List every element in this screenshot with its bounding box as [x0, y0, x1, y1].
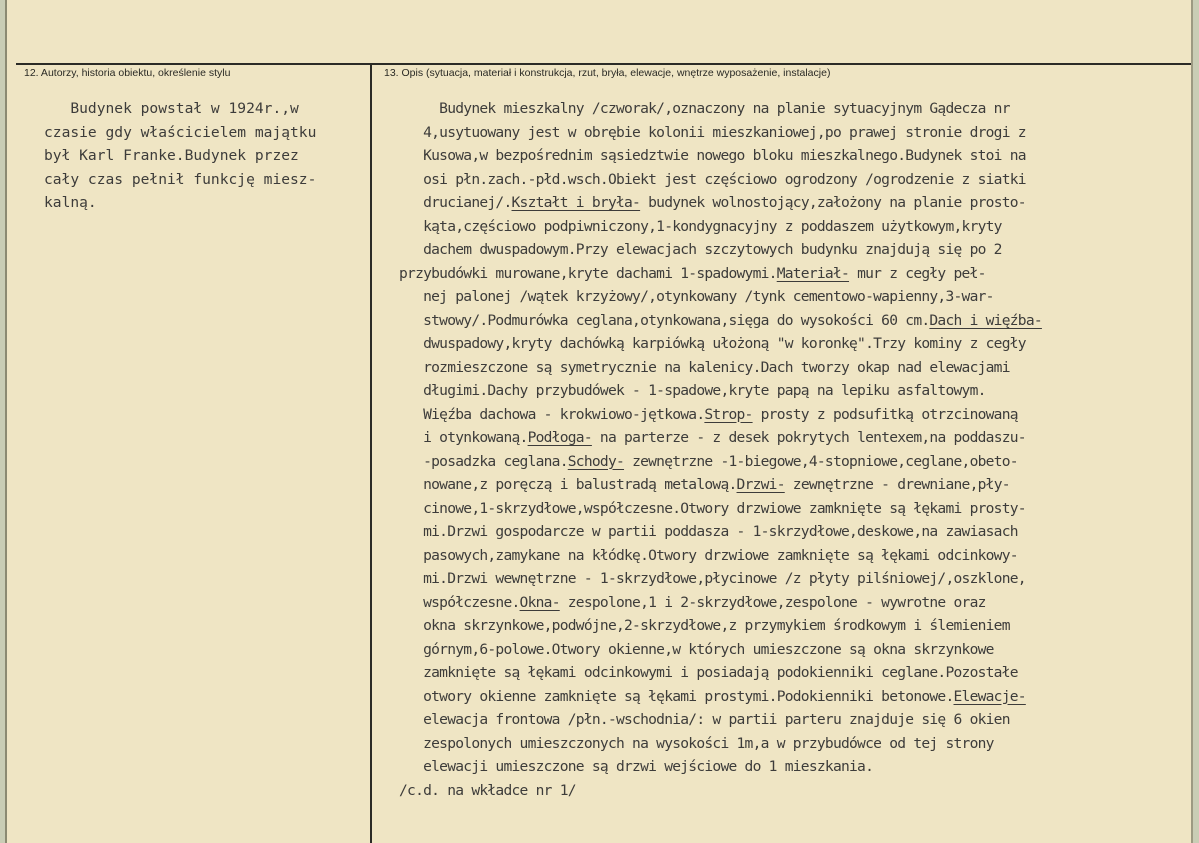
- top-rule: [16, 63, 1191, 65]
- text-line: [399, 708, 1042, 732]
- text-line: [399, 262, 1042, 286]
- text-line: [399, 97, 1042, 121]
- text-run: zewnętrzne - drewniane,pły-: [784, 476, 1010, 493]
- text-run: współczesne.: [399, 593, 520, 611]
- text-run: zewnętrzne -1-biegowe,4-stopniowe,ceglane,obeto-: [624, 452, 1018, 470]
- text-line: [399, 379, 1042, 403]
- text-line: [399, 473, 1042, 497]
- text-run: mi.Drzwi gospodarcze w partii poddasza - 1-skrzydłowe,deskowe,na zawiasach: [399, 523, 1018, 540]
- underlined-heading: Kształt i bryła-: [511, 194, 641, 211]
- text-line: [399, 356, 1042, 380]
- text-run: mur z cegły peł-: [849, 264, 986, 282]
- text-run: Kusowa,w bezpośrednim sąsiedztwie nowego bloku mieszkalnego.Budynek stoi na: [399, 147, 1026, 164]
- text-run: budynek wolnostojący,założony na planie prosto-: [640, 194, 1026, 211]
- text-run: mi.Drzwi wewnętrzne - 1-skrzydłowe,płycinowe /z płyty pilśniowej/,oszklone,: [399, 570, 1026, 587]
- text-run: górnym,6-polowe.Otwory okienne,w których umieszczone są okna skrzynkowe: [399, 640, 994, 658]
- text-line: [399, 779, 1042, 803]
- text-line: [399, 285, 1042, 309]
- text-run: Budynek mieszkalny /czworak/,oznaczony na planie sytuacyjnym Gądecza nr: [399, 100, 1010, 117]
- text-line: [399, 614, 1042, 638]
- text-line: cały czas pełnił funkcję miesz-: [44, 170, 317, 188]
- text-run: otwory okienne zamknięte są łękami prostymi.Podokienniki betonowe.: [399, 687, 954, 705]
- text-line: [399, 661, 1042, 685]
- section-12-heading: 12. Autorzy, historia obiektu, określenie stylu: [24, 67, 231, 79]
- underlined-heading: Schody-: [567, 452, 625, 470]
- text-line: [399, 168, 1042, 192]
- text-line: [399, 497, 1042, 521]
- section-13-heading: 13. Opis (sytuacja, materiał i konstrukcja, rzut, bryła, elewacje, wnętrze wyposażenie, instalacje): [384, 67, 831, 79]
- text-run: /c.d. na wkładce nr 1/: [399, 781, 576, 799]
- text-line: [399, 638, 1042, 662]
- text-run: okna skrzynkowe,podwójne,2-skrzydłowe,z przymykiem środkowym i ślemieniem: [399, 617, 1010, 634]
- text-run: dachem dwuspadowym.Przy elewacjach szczytowych budynku znajdują się po 2: [399, 241, 1002, 258]
- text-run: -posadzka ceglana.: [399, 452, 568, 470]
- text-run: zamknięte są łękami odcinkowymi i posiadają podokienniki ceglane.Pozostałe: [399, 664, 1018, 681]
- text-run: pasowych,zamykane na kłódkę.Otwory drzwiowe zamknięte są łękami odcinkowy-: [399, 546, 1018, 564]
- text-line: [399, 685, 1042, 709]
- text-line: kalną.: [44, 194, 97, 211]
- text-run: stwowy/.Podmurówka ceglana,otynkowana,sięga do wysokości 60 cm.: [399, 311, 930, 329]
- underlined-heading: Drzwi-: [736, 476, 785, 493]
- underlined-heading: Strop-: [704, 405, 753, 423]
- section-13-text: [399, 97, 1042, 802]
- text-run: dwuspadowy,kryty dachówką karpiówką ułożoną "w koronkę".Trzy kominy z cegły: [399, 335, 1026, 352]
- text-line: [399, 450, 1042, 474]
- text-run: zespolonych umieszczonych na wysokości 1m,a w przybudówce od tej strony: [399, 734, 994, 752]
- text-line: Budynek powstał w 1924r.,w: [44, 100, 299, 117]
- underlined-heading: Dach i więźba-: [929, 311, 1042, 329]
- text-line: [399, 121, 1042, 145]
- text-run: drucianej/.: [399, 194, 512, 211]
- text-line: [399, 191, 1042, 215]
- text-run: zespolone,1 i 2-skrzydłowe,zespolone - wywrotne oraz: [559, 593, 986, 611]
- text-line: [399, 426, 1042, 450]
- text-run: nowane,z poręczą i balustradą metalową.: [399, 476, 737, 493]
- underlined-heading: Podłoga-: [527, 429, 592, 446]
- text-line: [399, 567, 1042, 591]
- underlined-heading: Elewacje-: [953, 687, 1026, 705]
- underlined-heading: Materiał-: [776, 264, 850, 282]
- text-line: [399, 144, 1042, 168]
- text-run: elewacja frontowa /płn.-wschodnia/: w partii parteru znajduje się 6 okien: [399, 711, 1010, 728]
- section-12-text: [44, 97, 316, 215]
- text-line: [399, 544, 1042, 568]
- text-line: [399, 332, 1042, 356]
- text-line: [399, 591, 1042, 615]
- text-run: Więźba dachowa - krokwiowo-jętkowa.: [399, 405, 705, 423]
- text-run: na parterze - z desek pokrytych lentexem,na poddaszu-: [591, 429, 1026, 446]
- text-line: był Karl Franke.Budynek przez: [44, 147, 299, 164]
- text-line: [399, 755, 1042, 779]
- text-run: osi płn.zach.-płd.wsch.Obiekt jest częściowo ogrodzony /ogrodzenie z siatki: [399, 170, 1026, 188]
- text-line: [399, 238, 1042, 262]
- text-line: [399, 520, 1042, 544]
- text-run: długimi.Dachy przybudówek - 1-spadowe,kryte papą na lepiku asfaltowym.: [399, 382, 986, 399]
- text-run: kąta,częściowo podpiwniczony,1-kondygnacyjny z poddaszem użytkowym,kryty: [399, 217, 1002, 235]
- text-run: prosty z podsufitką otrzcinowaną: [752, 405, 1018, 423]
- document-page: [5, 0, 1193, 843]
- text-line: [399, 732, 1042, 756]
- text-run: rozmieszczone są symetrycznie na kalenicy.Dach tworzy okap nad elewacjami: [399, 358, 1010, 376]
- text-run: 4,usytuowany jest w obrębie kolonii mieszkaniowej,po prawej stronie drogi z: [399, 123, 1026, 141]
- text-run: elewacji umieszczone są drzwi wejściowe do 1 mieszkania.: [399, 758, 874, 775]
- text-run: nej palonej /wątek krzyżowy/,otynkowany /tynk cementowo-wapienny,3-war-: [399, 288, 994, 305]
- text-line: [399, 215, 1042, 239]
- text-run: i otynkowaną.: [399, 429, 528, 446]
- column-divider: [370, 64, 372, 843]
- text-run: cinowe,1-skrzydłowe,współczesne.Otwory drzwiowe zamknięte są łękami prosty-: [399, 499, 1026, 517]
- text-run: przybudówki murowane,kryte dachami 1-spadowymi.: [399, 264, 777, 282]
- underlined-heading: Okna-: [519, 593, 560, 611]
- text-line: [399, 403, 1042, 427]
- text-line: [399, 309, 1042, 333]
- text-line: czasie gdy właścicielem majątku: [44, 123, 317, 141]
